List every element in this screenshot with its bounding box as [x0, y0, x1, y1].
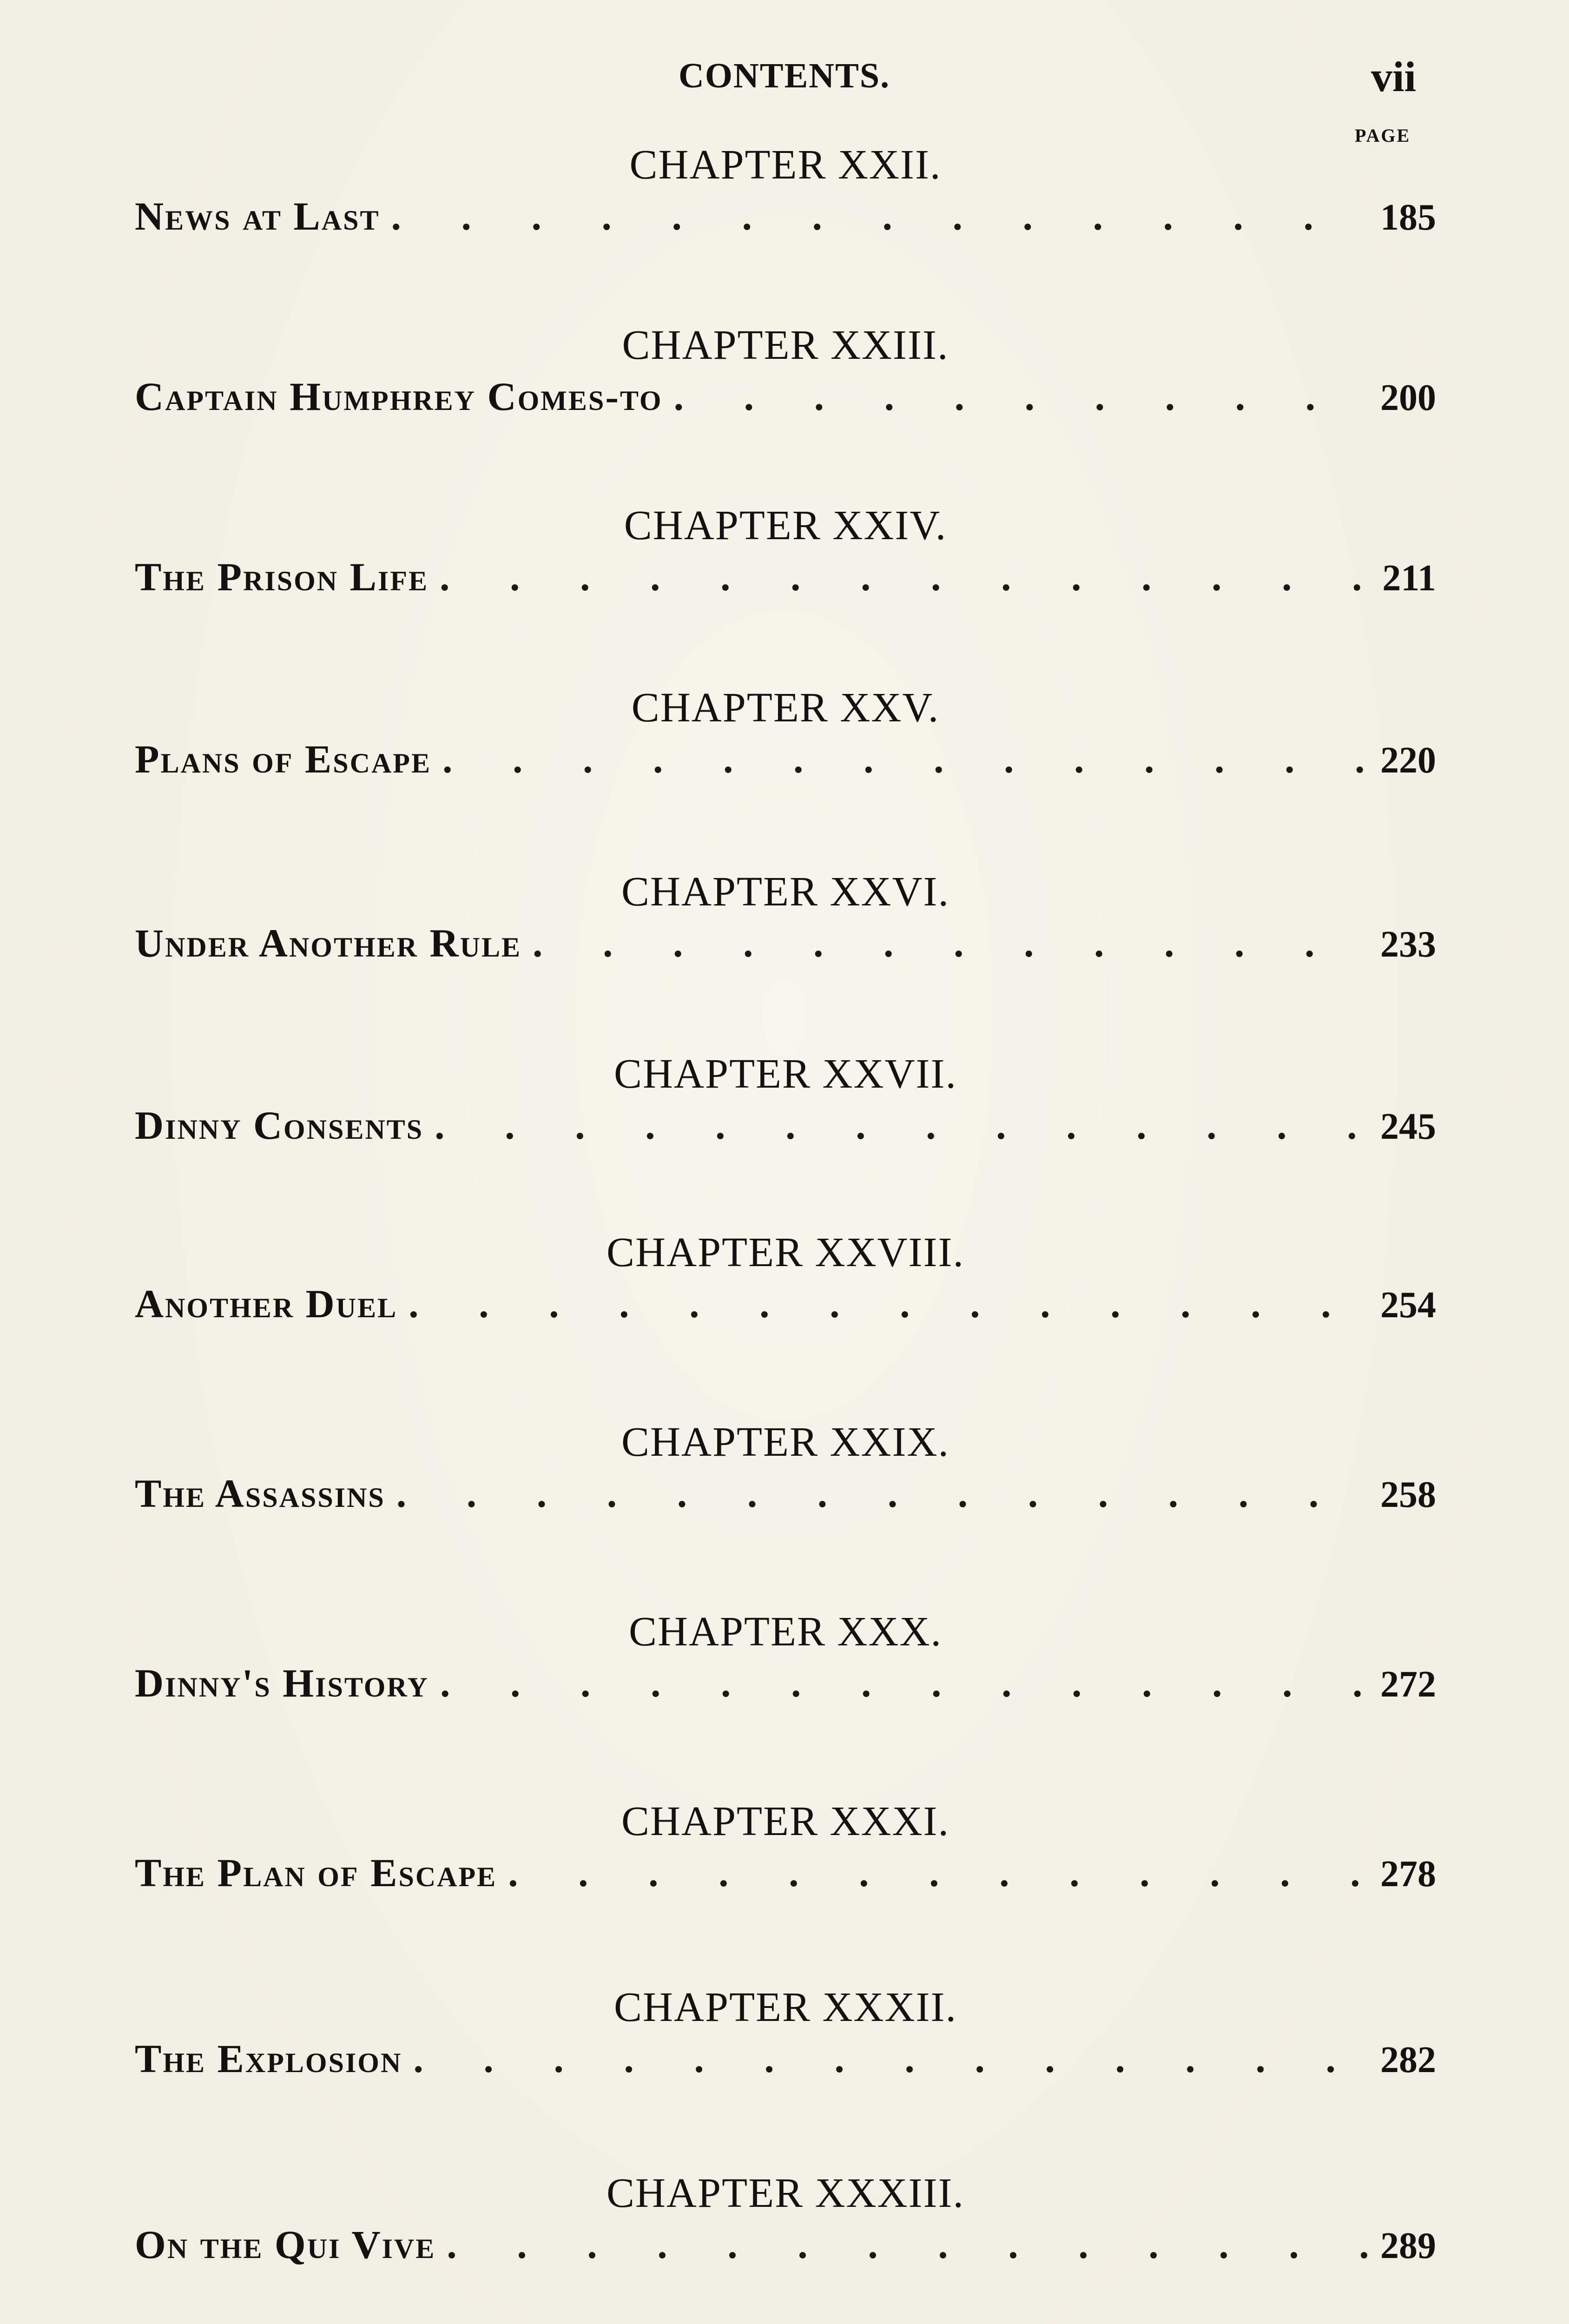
chapter-title: The Prison Life — [135, 555, 429, 599]
chapter-heading: CHAPTER XXXIII. — [607, 2170, 964, 2216]
chapter-title: Another Duel — [135, 1281, 398, 1326]
toc-entry — [135, 139, 1436, 242]
chapter-title: News at Last — [135, 194, 380, 238]
chapter-page: 272 — [1380, 1664, 1436, 1705]
chapter-heading: CHAPTER XXX. — [628, 1609, 943, 1655]
toc-line — [135, 1278, 1436, 1329]
toc-line — [135, 191, 1436, 242]
toc-entry — [135, 320, 1436, 422]
running-head — [0, 53, 1569, 107]
chapter-heading: CHAPTER XXIX. — [621, 1419, 949, 1465]
chapter-page: 185 — [1380, 197, 1436, 238]
toc-entry — [135, 1982, 1436, 2084]
chapter-title: On the Qui Vive — [135, 2222, 436, 2267]
chapter-heading: CHAPTER XXIV. — [624, 502, 947, 548]
chapter-page: 289 — [1380, 2225, 1436, 2266]
chapter-page: 245 — [1380, 1106, 1436, 1147]
toc-line — [135, 371, 1436, 422]
chapter-heading: CHAPTER XXXI. — [621, 1798, 949, 1844]
toc-line — [135, 551, 1436, 602]
chapter-page: 254 — [1380, 1285, 1436, 1326]
chapter-page: 220 — [1380, 740, 1436, 781]
toc-line — [135, 733, 1436, 785]
chapter-heading: CHAPTER XXII. — [629, 142, 942, 188]
toc-line — [135, 1847, 1436, 1898]
toc-entry — [135, 1049, 1436, 1151]
toc-line — [135, 1468, 1436, 1519]
toc-entry — [135, 500, 1436, 602]
dot-leader — [508, 1847, 1369, 1898]
toc-entry — [135, 1796, 1436, 1898]
toc-entry — [135, 1417, 1436, 1519]
chapter-title: Under Another Rule — [135, 921, 521, 965]
chapter-heading: CHAPTER XXIII. — [622, 322, 949, 368]
chapter-title: Plans of Escape — [135, 737, 431, 781]
chapter-page: 278 — [1380, 1854, 1436, 1895]
dot-leader — [435, 1100, 1369, 1151]
page-number: vii — [1371, 53, 1417, 100]
chapter-title: Captain Humphrey Comes-to — [135, 374, 663, 419]
chapter-heading: CHAPTER XXVI. — [621, 869, 949, 915]
dot-leader — [440, 1657, 1369, 1709]
chapter-page: 211 — [1382, 558, 1436, 599]
toc-line — [135, 2033, 1436, 2084]
toc-line — [135, 918, 1436, 969]
chapter-heading: CHAPTER XXVIII. — [607, 1229, 964, 1275]
dot-leader — [674, 371, 1369, 422]
chapter-heading: CHAPTER XXXII. — [614, 1984, 957, 2030]
toc-line — [135, 1100, 1436, 1151]
table-of-contents — [135, 139, 1436, 2270]
chapter-heading: CHAPTER XXVII. — [614, 1051, 957, 1097]
toc-entry — [135, 682, 1436, 785]
dot-leader — [413, 2033, 1369, 2084]
contents-title: CONTENTS. — [679, 56, 890, 95]
chapter-title: The Explosion — [135, 2036, 402, 2081]
toc-entry — [135, 2168, 1436, 2270]
dot-leader — [440, 551, 1371, 602]
dot-leader — [396, 1468, 1369, 1519]
chapter-page: 200 — [1380, 377, 1436, 418]
chapter-page: 258 — [1380, 1474, 1436, 1515]
chapter-heading: CHAPTER XXV. — [631, 685, 940, 731]
chapter-page: 233 — [1380, 924, 1436, 965]
chapter-page: 282 — [1380, 2040, 1436, 2080]
dot-leader — [391, 191, 1369, 242]
chapter-title: Dinny's History — [135, 1661, 429, 1705]
toc-entry — [135, 866, 1436, 969]
chapter-title: Dinny Consents — [135, 1103, 424, 1148]
dot-leader — [442, 733, 1369, 785]
page-column-label: PAGE — [1355, 125, 1411, 146]
chapter-title: The Plan of Escape — [135, 1850, 497, 1895]
toc-entry — [135, 1227, 1436, 1329]
dot-leader — [533, 918, 1369, 969]
toc-line — [135, 1657, 1436, 1709]
chapter-title: The Assassins — [135, 1471, 385, 1516]
toc-line — [135, 2219, 1436, 2270]
toc-entry — [135, 1606, 1436, 1709]
dot-leader — [447, 2219, 1369, 2270]
dot-leader — [409, 1278, 1369, 1329]
